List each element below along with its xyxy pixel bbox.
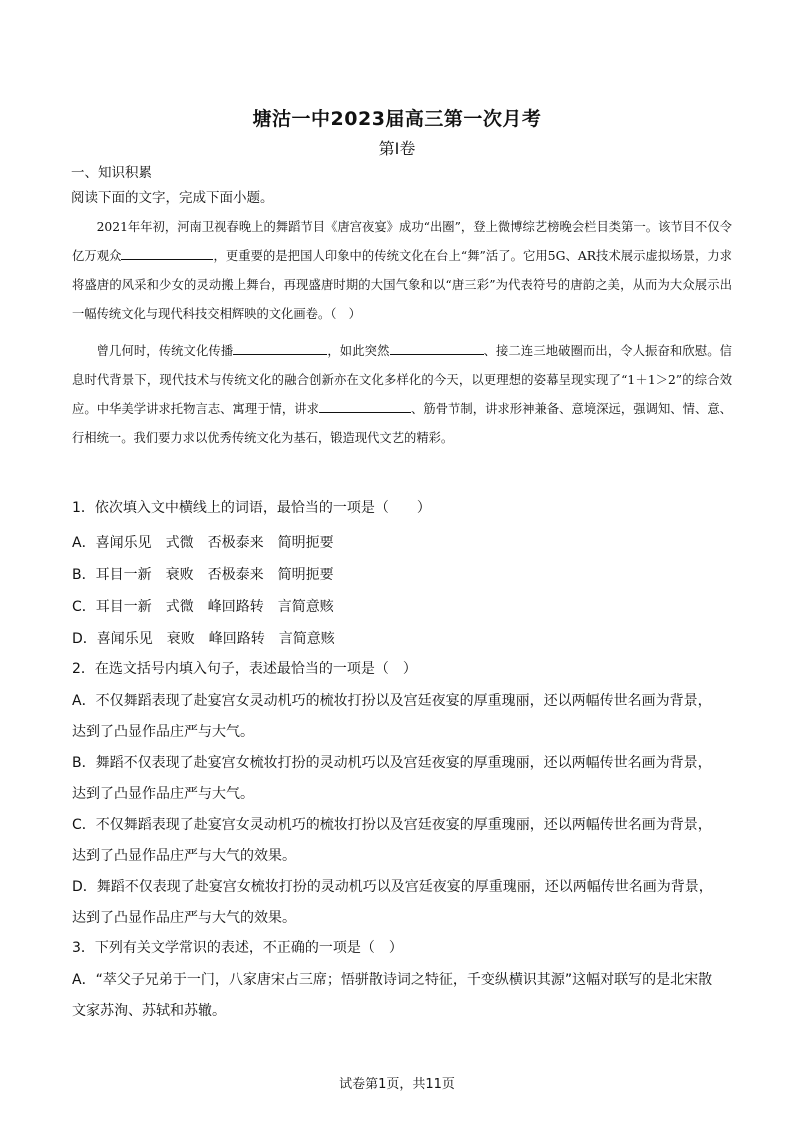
fill-blank-1	[121, 245, 213, 260]
fill-blank-4	[319, 398, 411, 413]
section-heading: 一、知识积累	[71, 165, 152, 181]
volume-label: 第Ⅰ卷	[378, 139, 416, 158]
question-1-option-c: C．耳目一新 式微 峰回路转 言简意赅	[72, 599, 334, 615]
reading-passage	[72, 213, 732, 453]
question-1-option-a: A．喜闻乐见 式微 否极泰来 简明扼要	[72, 535, 334, 551]
reading-instruction: 阅读下面的文字，完成下面小题。	[71, 190, 274, 206]
passage-paragraph-2	[72, 337, 732, 453]
question-2-stem: 2．在选文括号内填入句子，表述最恰当的一项是（ ）	[72, 661, 417, 677]
page-footer: 试卷第1页，共11页	[339, 1077, 455, 1092]
question-1-option-b: B．耳目一新 衰败 否极泰来 简明扼要	[72, 567, 334, 583]
question-3-option-a: A．“萃父子兄弟于一门，八家唐宋占三席；悟骈散诗词之特征，千变纵横识其源”这幅对联写的是北宋散文家苏洵、苏轼和苏辙。	[72, 972, 713, 1019]
question-2-option-b: B．舞蹈不仅表现了赴宴宫女梳妆打扮的灵动机巧以及宫廷夜宴的厚重瑰丽，还以两幅传世名画为背景，达到了凸显作品庄严与大气。	[72, 755, 712, 802]
passage-text: 、接二连三地破圈而出，令人振奋和欣慰。信息时代背景下，现代技术与传统文化的融合创新亦在文化多样化的今天，以更理想的姿幕呈现实现了“1＋1＞2”的综合效应。中华美学讲求托物言志、寓理于情，讲求	[72, 344, 732, 416]
passage-text: 曾几何时，传统文化传播	[96, 344, 234, 358]
fill-blank-3	[390, 340, 484, 355]
question-2-option-c: C．不仅舞蹈表现了赴宴宫女灵动机巧的梳妆打扮以及宫廷夜宴的厚重瑰丽，还以两幅传世名画为背景，达到了凸显作品庄严与大气的效果。	[72, 817, 712, 864]
fill-blank-2	[233, 340, 327, 355]
passage-text: 2021年年初，河南卫视春晚上的舞蹈节目《唐宫夜宴》成功“出圈”，登上微博综艺榜晚会栏目类第一。该节目不仅令亿万观众	[72, 220, 732, 263]
passage-paragraph-1	[72, 213, 732, 329]
passage-text: ，如此突然	[327, 344, 390, 358]
exam-title: 塘沽一中2023届高三第一次月考	[252, 108, 542, 130]
question-2-option-a: A．不仅舞蹈表现了赴宴宫女灵动机巧的梳妆打扮以及宫廷夜宴的厚重瑰丽，还以两幅传世名画为背景，达到了凸显作品庄严与大气。	[72, 693, 712, 740]
question-2-option-d: D．舞蹈不仅表现了赴宴宫女梳妆打扮的灵动机巧以及宫廷夜宴的厚重瑰丽，还以两幅传世名画为背景，达到了凸显作品庄严与大气的效果。	[72, 879, 713, 926]
passage-text: 、筋骨节制，讲求形神兼备、意境深远，强调知、情、意、行相统一。我们要力求以优秀传统文化为基石，锻造现代文艺的精彩。	[72, 402, 732, 445]
question-1-stem: 1．依次填入文中横线上的词语，最恰当的一项是（ ）	[72, 500, 431, 516]
question-3-stem: 3．下列有关文学常识的表述，不正确的一项是（ ）	[72, 940, 403, 956]
passage-text: ，更重要的是把国人印象中的传统文化在台上“舞”活了。它用5G、AR技术展示虚拟场景，力求将盛唐的风采和少女的灵动搬上舞台，再现盛唐时期的大国气象和以“唐三彩”为代表符号的唐韵之美，从而为大众展示出一幅传统文化与现代科技交相辉映的文化画卷。（ ）	[72, 249, 732, 321]
question-1-option-d: D．喜闻乐见 衰败 峰回路转 言简意赅	[72, 631, 335, 647]
